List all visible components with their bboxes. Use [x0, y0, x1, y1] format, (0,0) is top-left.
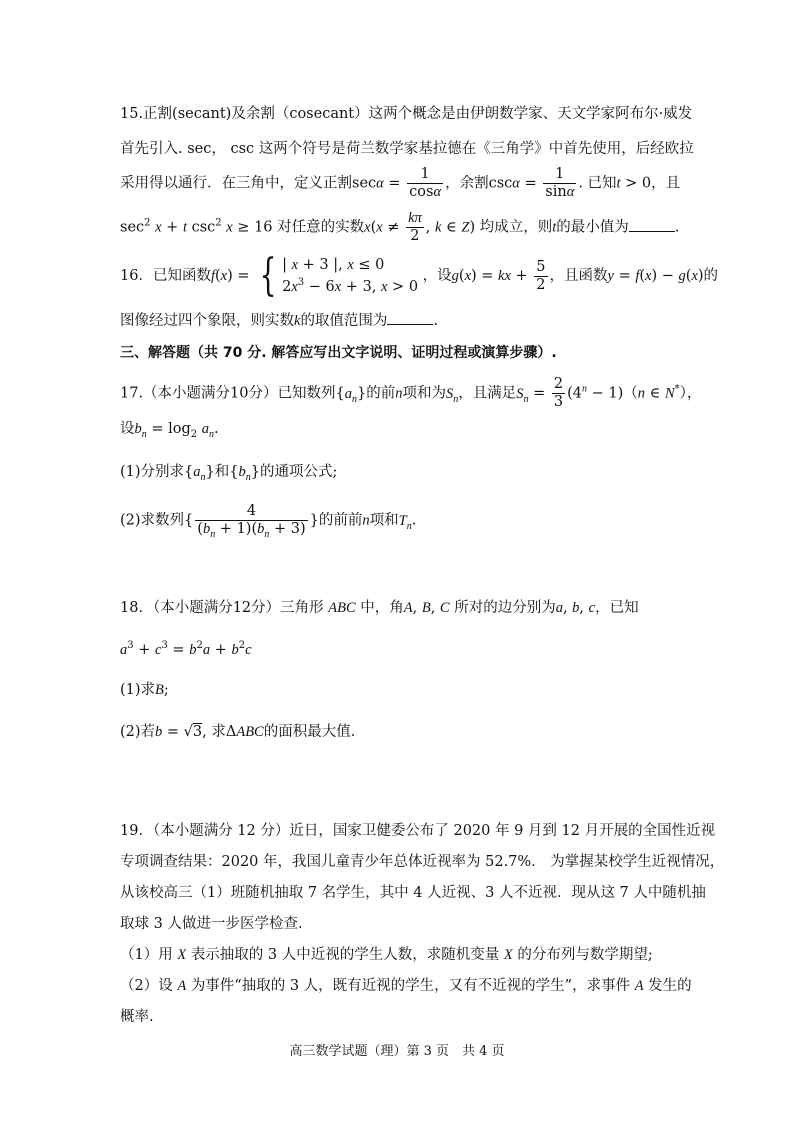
q19-line1: 19．（本小题满分 12 分）近日，国家卫健委公布了 2020 年 9 月到 12 月开展的全国性近视: [120, 823, 716, 839]
q19-line4: 取球 3 人做进一步医学检查.: [120, 916, 303, 932]
q15-line2: 首先引入. sec， csc 这两个符号是荷兰数学家基拉德在《三角学》中首先使用，后经欧拉: [120, 141, 694, 157]
q18-line1: 18．（本小题满分12分）三角形 ABC 中，角A, B, C 所对的边分别为a, b, c，已知: [120, 600, 639, 616]
sec-fraction: $\frac{1}{\cos\alpha}$: [409, 166, 442, 200]
page-footer: 高三数学试题（理）第 3 页 共 4 页: [289, 1044, 505, 1059]
q16-line2: 图像经过四个象限，则实数k的取值范围为 .: [120, 313, 439, 329]
q17-sub2: (2)求数列{ $\frac{4}{(b_n + 1)(b_n + 3)}$ }的前前n项和$T_n$.: [120, 503, 417, 540]
q17-line1: 17.（本小题满分10分）已知数列$\{a_n\}$的前n项和为$S_n$，且满足$S_n$ = $\frac{2}{3}$ $(4^n - 1)(n$ ∈ N*），: [120, 376, 702, 410]
q15-line1: 15.正割(secant)及余割（cosecant）这两个概念是由伊朗数学家、天文学家阿布尔·威发: [120, 106, 693, 122]
q17-sub1: (1)分别求$\{a_n\}$和$\{b_n\}$的通项公式;: [120, 464, 338, 483]
q19-sub2: （2）设 A 为事件“抽取的 3 人，既有近视的学生，又有不近视的学生”，求事件 A 发生的: [120, 978, 692, 994]
q16-line1: 16．已知函数f(x) = { | x + 3 |, x ≤ 0 $2x^3 - 6x + 3$, x > 0 ，设g(x) = kx + $\frac{5}{2}$ ，且函数y = f(x) − g(x)的: [120, 250, 719, 301]
section-three-title: 三、解答题（共 70 分. 解答应写出文字说明、证明过程或演算步骤）.: [120, 345, 557, 361]
q18-sub2: (2)若b = √3, 求ΔABC的面积最大值.: [120, 724, 356, 740]
q18-line2: $a^3 + c^3 = b^2a + b^2c$: [120, 640, 252, 658]
q19-sub1: （1）用 X 表示抽取的 3 人中近视的学生人数，求随机变量 X 的分布列与数学期望;: [120, 947, 653, 963]
answer-blank-15: [629, 219, 675, 232]
answer-blank-16: [387, 312, 433, 325]
q15-line3: 采用得以通行．在三角中，定义正割secα = $\frac{1}{\cos\alpha}$ ，余割cscα = $\frac{1}{\sin\alpha}$ . 已知t > 0，且: [120, 166, 681, 200]
piecewise-function: | x + 3 |, x ≤ 0 $2x^3 - 6x + 3$, x > 0: [282, 257, 419, 295]
csc-fraction: $\frac{1}{\sin\alpha}$: [545, 166, 575, 200]
q18-sub1: (1)求B;: [120, 682, 169, 698]
q19-last-line: 概率.: [120, 1009, 154, 1025]
q19-line3: 从该校高三（1）班随机抽取 7 名学生，其中 4 人近视、3 人不近视．现从这 7 人中随机抽: [120, 885, 706, 901]
q17-line2: 设$b_n = \log_2 a_n$.: [120, 421, 219, 440]
q15-line4: $\sec^2 x + t$ $\csc^2 x \ge 16$ 对任意的实数x(x ≠ $\frac{k\pi}{2}$ , k ∈ Z) 均成立，则t的最小值为 .: [120, 210, 680, 244]
q19-line2: 专项调查结果：2020 年，我国儿童青少年总体近视率为 52.7%． 为掌握某校学生近视情况，: [120, 854, 725, 870]
